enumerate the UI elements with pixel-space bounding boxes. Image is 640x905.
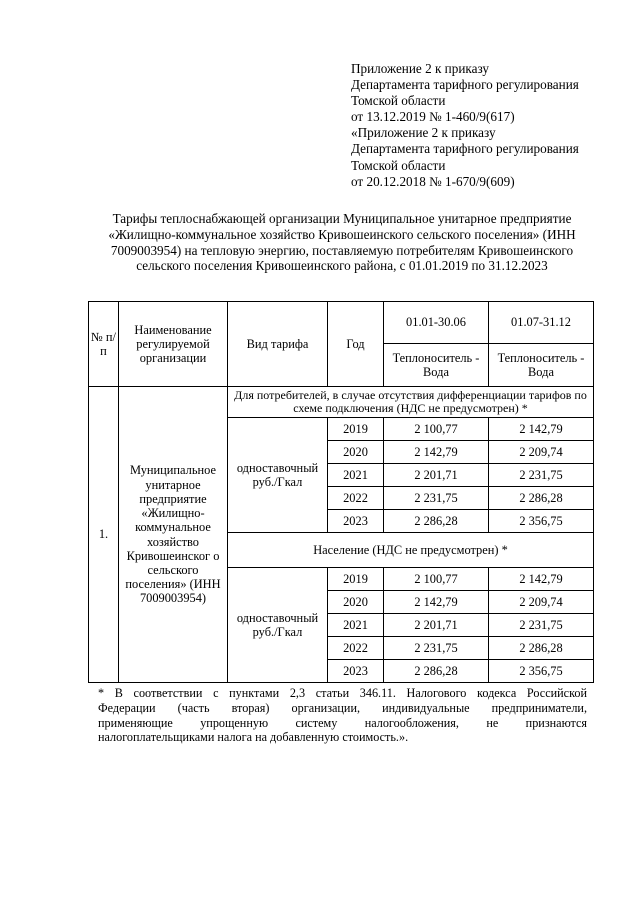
value-cell: 2 231,75: [489, 614, 594, 637]
header-org: Наименование регулируемой организации: [119, 302, 228, 387]
year-cell: 2023: [328, 510, 384, 533]
year-cell: 2021: [328, 614, 384, 637]
tariff-type: одноставочный руб./Гкал: [228, 568, 328, 683]
header-num: № п/п: [89, 302, 119, 387]
year-cell: 2020: [328, 441, 384, 464]
footnote-line: налогоплательщиками налога на добавленную стоимость.».: [98, 730, 409, 745]
value-cell: 2 231,75: [384, 637, 489, 660]
header-period-1: 01.01-30.06: [384, 302, 489, 344]
organization-name: Муниципальное унитарное предприятие «Жилищно-коммунальное хозяйство Кривошеинског о сельского поселения» (ИНН 7009003954): [119, 387, 228, 683]
appendix-line: «Приложение 2 к приказу: [351, 125, 496, 141]
year-cell: 2022: [328, 637, 384, 660]
value-cell: 2 142,79: [384, 441, 489, 464]
value-cell: 2 231,75: [489, 464, 594, 487]
footnote-line: применяющие упрощенную систему налогообложения, не признаются: [98, 715, 587, 730]
appendix-line: от 20.12.2018 № 1-670/9(609): [351, 173, 515, 189]
appendix-line: Департамента тарифного регулирования: [351, 141, 579, 157]
value-cell: 2 142,79: [489, 418, 594, 441]
row-number: 1.: [89, 387, 119, 683]
footnote-line: Федерации (часть вторая) организации, индивидуальные предприниматели,: [98, 700, 587, 715]
appendix-line: Департамента тарифного регулирования: [351, 77, 579, 93]
value-cell: 2 100,77: [384, 568, 489, 591]
section-heading: Население (НДС не предусмотрен) *: [228, 533, 594, 568]
value-cell: 2 356,75: [489, 510, 594, 533]
value-cell: 2 286,28: [489, 637, 594, 660]
header-row: [89, 302, 594, 344]
year-cell: 2020: [328, 591, 384, 614]
tariff-table: [88, 301, 594, 683]
value-cell: 2 201,71: [384, 614, 489, 637]
header-period-2: 01.07-31.12: [489, 302, 594, 344]
value-cell: 2 142,79: [384, 591, 489, 614]
value-cell: 2 209,74: [489, 591, 594, 614]
value-cell: 2 286,28: [384, 510, 489, 533]
tariff-type: одноставочный руб./Гкал: [228, 418, 328, 533]
value-cell: 2 286,28: [384, 660, 489, 683]
value-cell: 2 142,79: [489, 568, 594, 591]
appendix-line: Томской области: [351, 157, 446, 173]
appendix-line: от 13.12.2019 № 1-460/9(617): [351, 109, 515, 125]
appendix-line: Томской области: [351, 93, 446, 109]
footnote-line: * В соответствии с пунктами 2,3 статьи 346.11. Налогового кодекса Российской: [98, 686, 587, 700]
appendix-line: Приложение 2 к приказу: [351, 61, 489, 76]
value-cell: 2 201,71: [384, 464, 489, 487]
year-cell: 2019: [328, 418, 384, 441]
header-carrier-1: Теплоноситель - Вода: [384, 344, 489, 387]
header-year: Год: [328, 302, 384, 387]
year-cell: 2022: [328, 487, 384, 510]
value-cell: 2 100,77: [384, 418, 489, 441]
section-heading: Для потребителей, в случае отсутствия дифференциации тарифов по схеме подключения (НДС не предусмотрен) *: [228, 387, 594, 418]
document-title: Тарифы теплоснабжающей организации Муниципальное унитарное предприятие «Жилищно-коммунальное хозяйство Кривошеинского сельского поселения» (ИНН 7009003954) на тепловую энергию, поставляемую потребителям Кривошеинского сельского поселения Кривошеинского района, с 01.01.2019 по 31.12.2023: [108, 211, 576, 274]
section-heading-row: [89, 387, 594, 418]
footnote: [98, 686, 587, 745]
value-cell: 2 286,28: [489, 487, 594, 510]
header-tariff-type: Вид тарифа: [228, 302, 328, 387]
year-cell: 2019: [328, 568, 384, 591]
year-cell: 2023: [328, 660, 384, 683]
year-cell: 2021: [328, 464, 384, 487]
value-cell: 2 231,75: [384, 487, 489, 510]
value-cell: 2 356,75: [489, 660, 594, 683]
value-cell: 2 209,74: [489, 441, 594, 464]
header-carrier-2: Теплоноситель - Вода: [489, 344, 594, 387]
appendix-block: [351, 61, 579, 190]
